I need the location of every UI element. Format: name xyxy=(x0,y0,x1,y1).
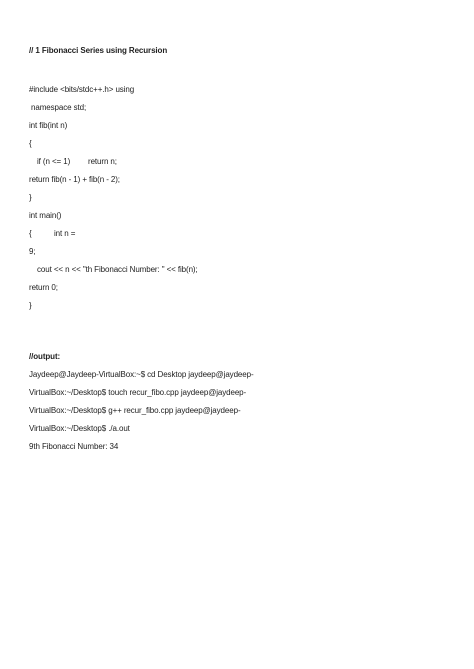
document-heading: // 1 Fibonacci Series using Recursion xyxy=(29,46,168,55)
output-line-1: Jaydeep@Jaydeep-VirtualBox:~$ cd Desktop jaydeep@jaydeep- xyxy=(29,370,254,379)
code-line-return-0: return 0; xyxy=(29,283,58,292)
code-line-include: #include <bits/stdc++.h> using xyxy=(29,85,135,94)
code-line-open-brace: { xyxy=(29,139,32,148)
code-line-fib-signature: int fib(int n) xyxy=(29,121,68,130)
code-line-close-brace-main: } xyxy=(29,301,32,310)
output-heading: //output: xyxy=(29,352,61,361)
code-line-close-brace: } xyxy=(29,193,32,202)
output-line-3: VirtualBox:~/Desktop$ g++ recur_fibo.cpp jaydeep@jaydeep- xyxy=(29,406,241,415)
code-line-return-fib: return fib(n - 1) + fib(n - 2); xyxy=(29,175,120,184)
code-line-cout: cout << n << "th Fibonacci Number: " << fib(n); xyxy=(37,265,198,274)
code-line-namespace: namespace std; xyxy=(31,103,87,112)
code-line-main-signature: int main() xyxy=(29,211,62,220)
output-line-2: VirtualBox:~/Desktop$ touch recur_fibo.cpp jaydeep@jaydeep- xyxy=(29,388,247,397)
code-line-nine: 9; xyxy=(29,247,36,256)
code-line-int-n: int n = xyxy=(54,229,76,238)
output-line-5: 9th Fibonacci Number: 34 xyxy=(29,442,119,451)
code-line-open-brace-main: { xyxy=(29,229,32,238)
code-line-return-n: return n; xyxy=(88,157,117,166)
code-line-if: if (n <= 1) xyxy=(37,157,71,166)
output-line-4: VirtualBox:~/Desktop$ ./a.out xyxy=(29,424,130,433)
